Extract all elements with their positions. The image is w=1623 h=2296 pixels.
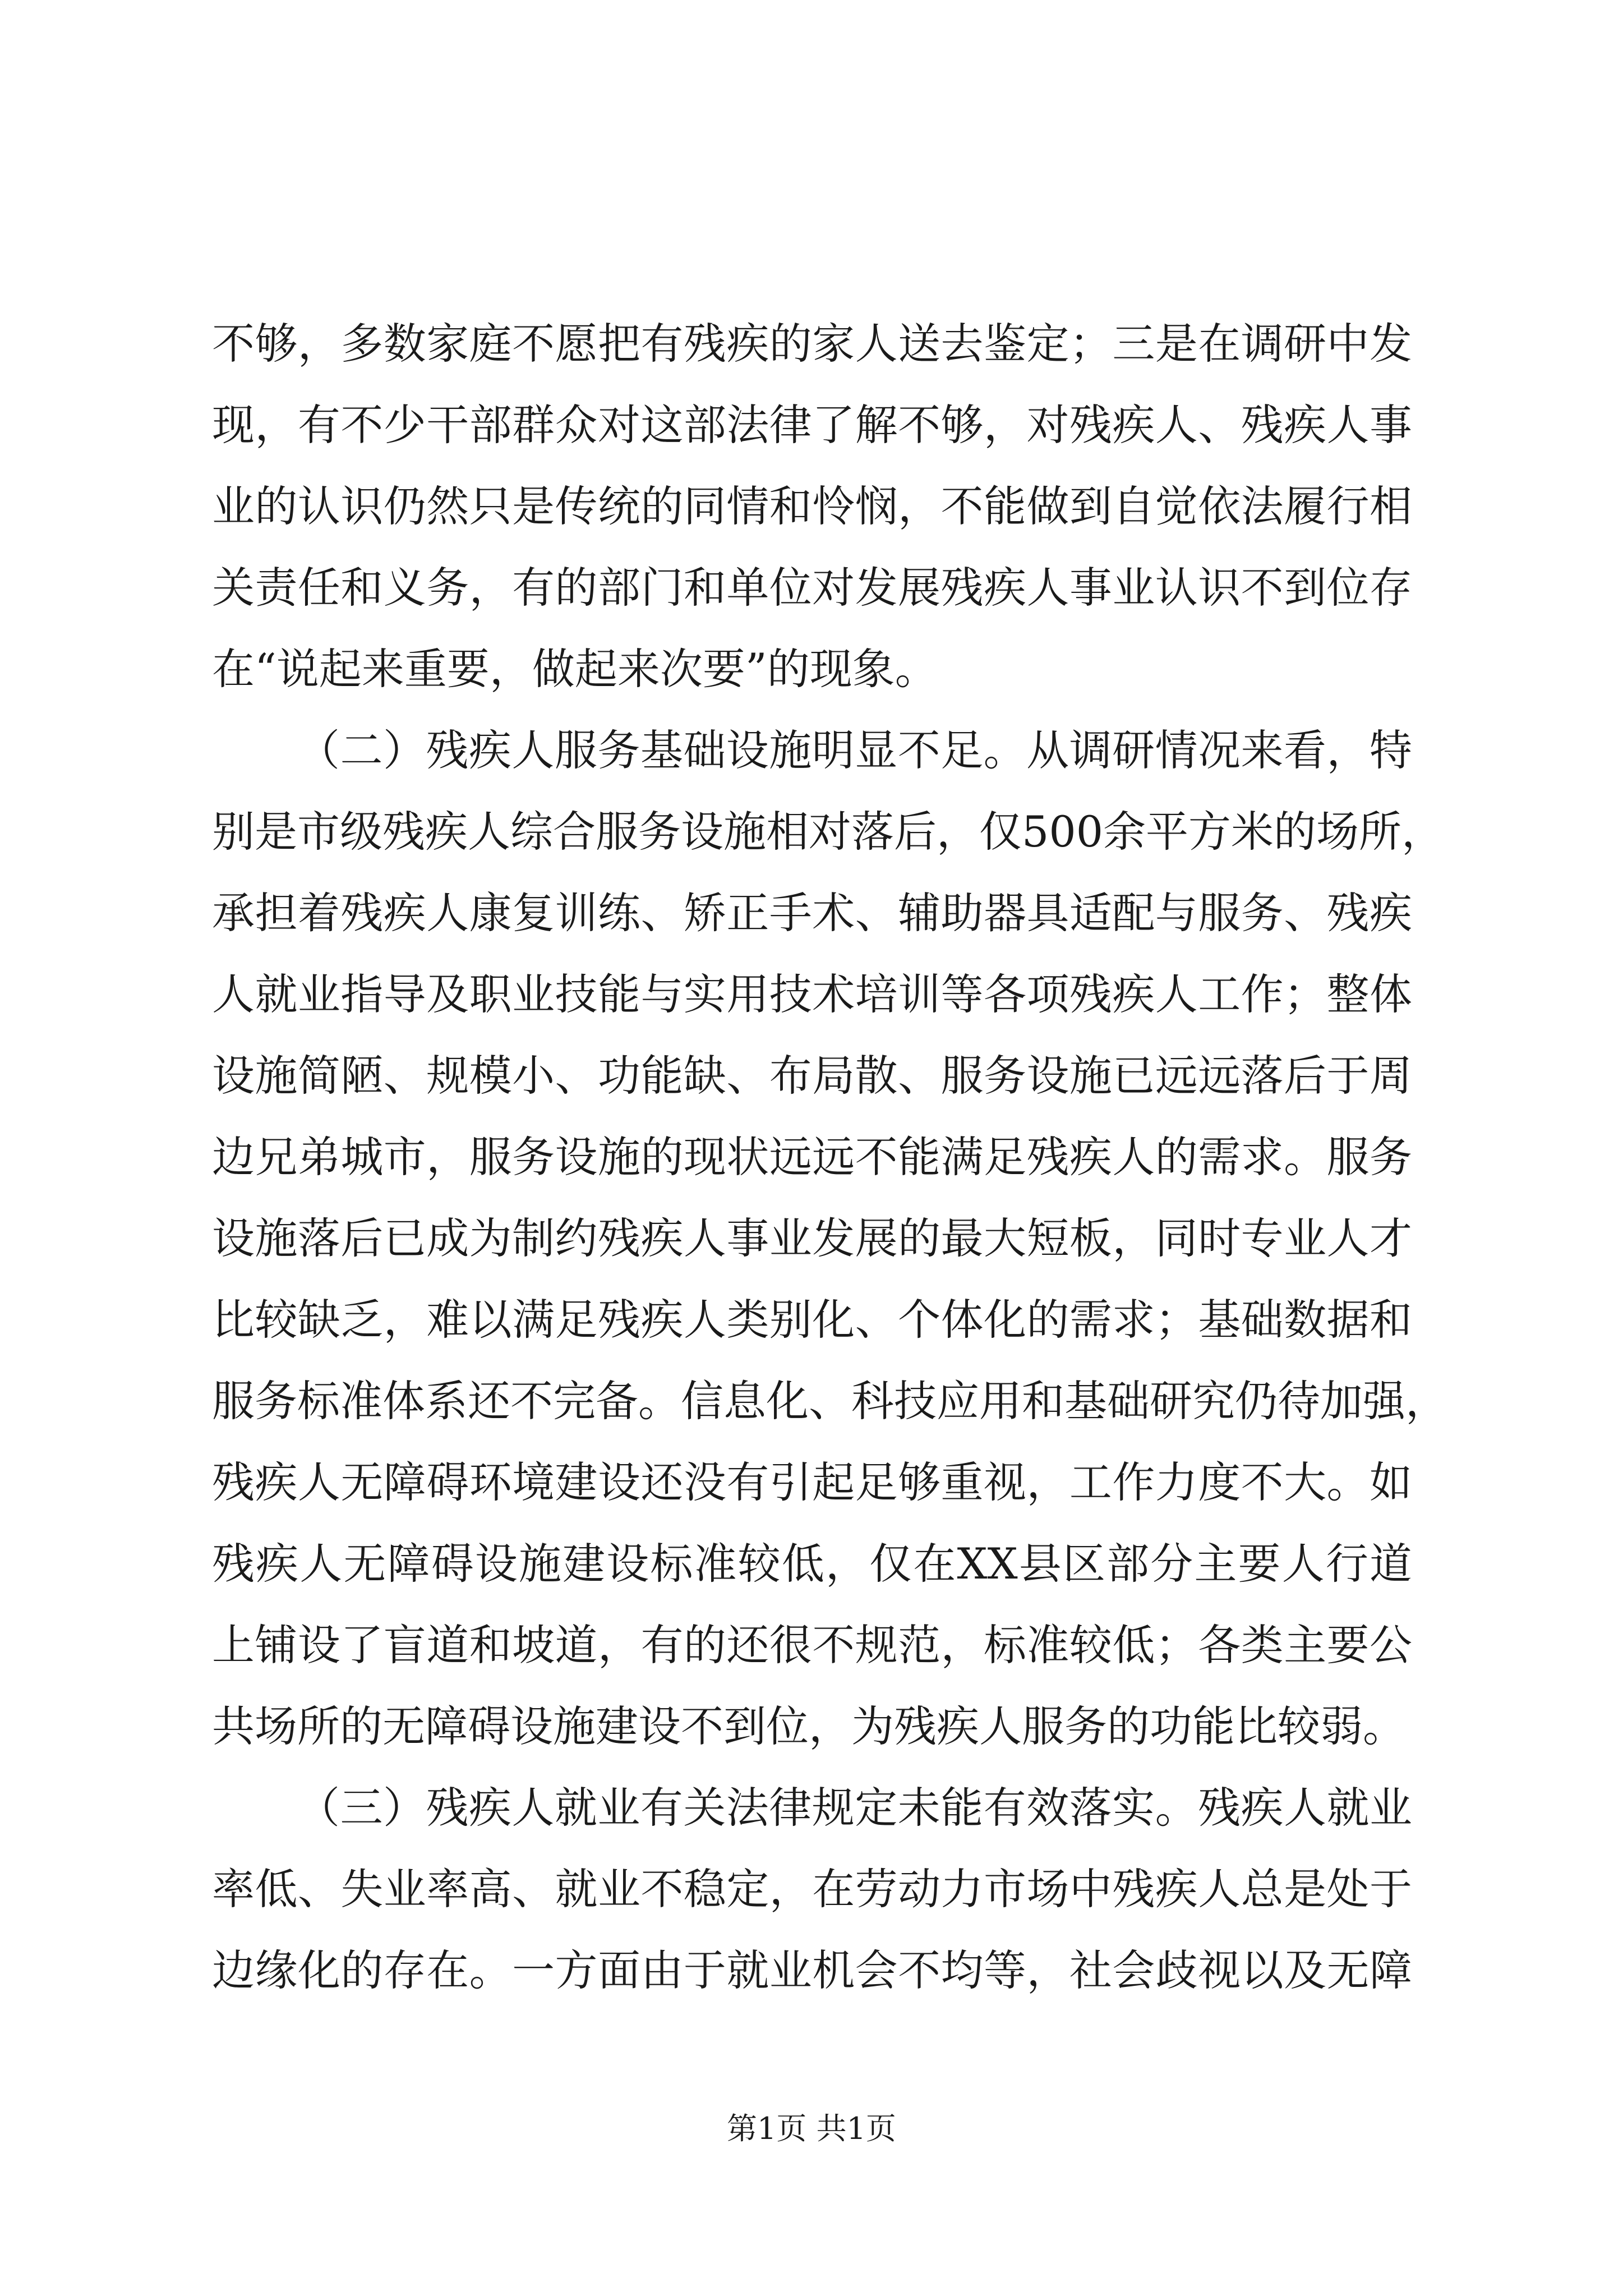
text-line: 边兄弟城市，服务设施的现状远远不能满足残疾人的需求。服务 bbox=[212, 1132, 1412, 1182]
text-line: 别是市级残疾人综合服务设施相对落后，仅500余平方米的场所， bbox=[212, 807, 1445, 857]
text-line: 现，有不少干部群众对这部法律了解不够，对残疾人、残疾人事 bbox=[212, 400, 1412, 450]
text-line: 残疾人无障碍环境建设还没有引起足够重视，工作力度不大。如 bbox=[212, 1457, 1412, 1507]
body-text bbox=[212, 303, 1448, 2011]
text-line: 率低、失业率高、就业不稳定，在劳动力市场中残疾人总是处于 bbox=[212, 1864, 1412, 1914]
text-line: （二）残疾人服务基础设施明显不足。从调研情况来看，特 bbox=[297, 725, 1412, 775]
text-line: 共场所的无障碍设施建设不到位，为残疾人服务的功能比较弱。 bbox=[212, 1701, 1405, 1751]
text-line: 服务标准体系还不完备。信息化、科技应用和基础研究仍待加强， bbox=[212, 1376, 1448, 1426]
text-line: 不够，多数家庭不愿把有残疾的家人送去鉴定；三是在调研中发 bbox=[212, 319, 1412, 369]
text-line: 设施简陋、规模小、功能缺、布局散、服务设施已远远落后于周 bbox=[212, 1051, 1412, 1101]
text-line: 设施落后已成为制约残疾人事业发展的最大短板，同时专业人才 bbox=[212, 1213, 1412, 1263]
text-line: 关责任和义务，有的部门和单位对发展残疾人事业认识不到位存 bbox=[212, 563, 1412, 613]
text-line: 在“说起来重要，做起来次要”的现象。 bbox=[212, 644, 938, 694]
text-line: 残疾人无障碍设施建设标准较低，仅在XX县区部分主要人行道 bbox=[212, 1539, 1412, 1589]
text-line: 比较缺乏，难以满足残疾人类别化、个体化的需求；基础数据和 bbox=[212, 1295, 1412, 1345]
text-line: （三）残疾人就业有关法律规定未能有效落实。残疾人就业 bbox=[297, 1783, 1412, 1833]
text-line: 业的认识仍然只是传统的同情和怜悯，不能做到自觉依法履行相 bbox=[212, 481, 1412, 531]
text-line: 上铺设了盲道和坡道，有的还很不规范，标准较低；各类主要公 bbox=[212, 1620, 1412, 1670]
text-line: 边缘化的存在。一方面由于就业机会不均等，社会歧视以及无障 bbox=[212, 1945, 1412, 1995]
text-line: 承担着残疾人康复训练、矫正手术、辅助器具适配与服务、残疾 bbox=[212, 888, 1412, 938]
page-number-footer: 第1页 共1页 bbox=[727, 2111, 896, 2146]
text-line: 人就业指导及职业技能与实用技术培训等各项残疾人工作；整体 bbox=[212, 969, 1412, 1019]
